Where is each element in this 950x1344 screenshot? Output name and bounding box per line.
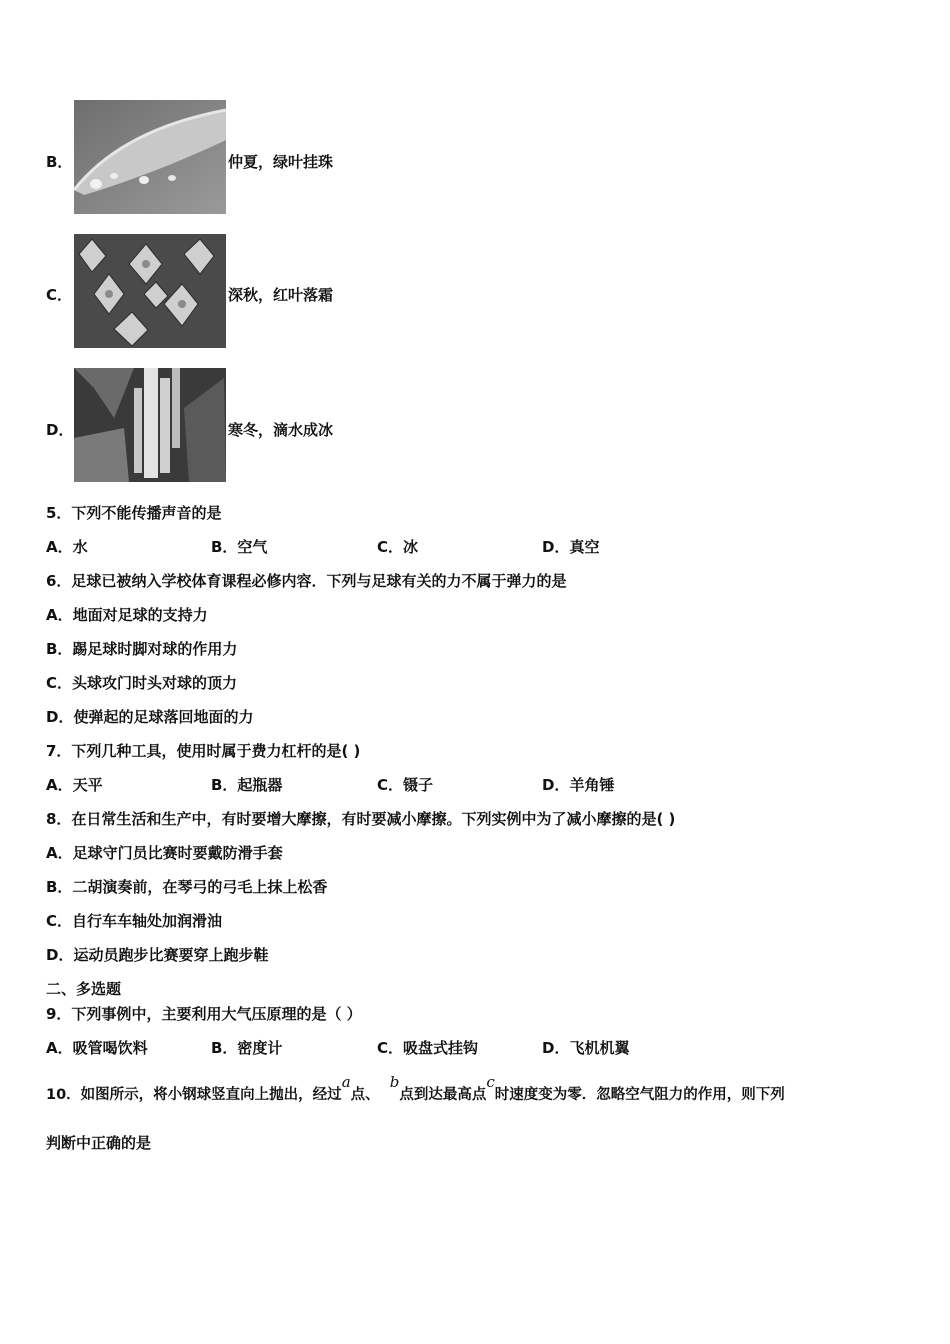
q10-text-4: 时速度变为零．忽略空气阻力的作用，则下列 (494, 1087, 785, 1103)
icicles-photo (74, 368, 226, 482)
q7-option-c: C．镊子 (377, 776, 434, 794)
q6-option-d: D．使弹起的足球落回地面的力 (46, 708, 254, 726)
var-b: b (389, 1073, 400, 1091)
q10-text-2: 点、 (350, 1087, 380, 1103)
q7-option-d: D．羊角锤 (542, 776, 615, 794)
q5-option-a: A．水 (46, 538, 88, 556)
question-10-stem (46, 1073, 785, 1105)
question-9-stem: 9．下列事例中，主要利用大气压原理的是（ ） (46, 1005, 362, 1023)
section-heading-multi-choice: 二、多选题 (46, 980, 122, 998)
q10-text-1: 10．如图所示，将小钢球竖直向上抛出，经过 (46, 1087, 342, 1103)
q9-option-d: D．飞机机翼 (542, 1039, 630, 1057)
q8-option-a: A．足球守门员比赛时要戴防滑手套 (46, 844, 283, 862)
var-a: a (341, 1073, 351, 1091)
q7-option-b: B．起瓶器 (211, 776, 283, 794)
question-7-stem: 7．下列几种工具，使用时属于费力杠杆的是( ) (46, 742, 361, 760)
question-8-stem: 8．在日常生活和生产中，有时要增大摩擦，有时要减小摩擦。下列实例中为了减小摩擦的是( ) (46, 810, 676, 828)
question-10-line2: 判断中正确的是 (46, 1134, 152, 1152)
q10-text-3: 点到达最高点 (399, 1087, 487, 1103)
option-letter-d: D． (46, 421, 74, 439)
q9-option-b: B．密度计 (211, 1039, 283, 1057)
q9-option-a: A．吸管喝饮料 (46, 1039, 148, 1057)
option-letter-c: C． (46, 286, 73, 304)
q6-option-b: B．踢足球时脚对球的作用力 (46, 640, 238, 658)
leaf-dew-photo (74, 100, 226, 214)
q6-option-c: C．头球攻门时头对球的顶力 (46, 674, 238, 692)
q9-option-c: C．吸盘式挂钩 (377, 1039, 479, 1057)
q8-option-b: B．二胡演奏前，在琴弓的弓毛上抹上松香 (46, 878, 328, 896)
q8-option-c: C．自行车车轴处加润滑油 (46, 912, 223, 930)
q5-option-c: C．冰 (377, 538, 419, 556)
option-caption-c: 深秋，红叶落霜 (228, 286, 334, 304)
q5-option-d: D．真空 (542, 538, 600, 556)
option-caption-b: 仲夏，绿叶挂珠 (228, 153, 334, 171)
q6-option-a: A．地面对足球的支持力 (46, 606, 208, 624)
option-letter-b: B． (46, 153, 73, 171)
q7-option-a: A．天平 (46, 776, 103, 794)
option-caption-d: 寒冬，滴水成冰 (228, 421, 334, 439)
var-c: c (486, 1073, 495, 1091)
q8-option-d: D．运动员跑步比赛要穿上跑步鞋 (46, 946, 269, 964)
q5-option-b: B．空气 (211, 538, 268, 556)
question-5-stem: 5．下列不能传播声音的是 (46, 504, 222, 522)
question-6-stem: 6．足球已被纳入学校体育课程必修内容．下列与足球有关的力不属于弹力的是 (46, 572, 567, 590)
frost-leaves-photo (74, 234, 226, 348)
